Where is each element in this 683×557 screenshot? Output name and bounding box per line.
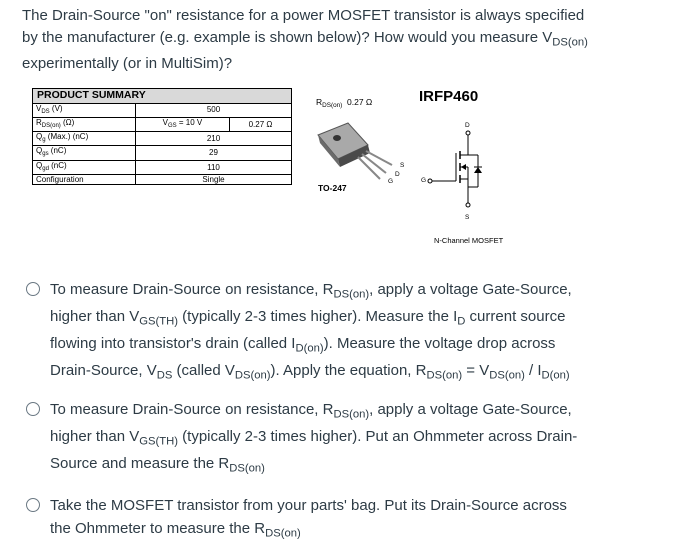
datasheet-figure [24, 85, 504, 245]
pkg-pin-s: S [400, 162, 405, 169]
table-row: $Q_{gs}$ (nC) 29 [33, 146, 292, 160]
pkg-pin-d: D [395, 171, 400, 178]
table-cell: 210 [136, 132, 292, 146]
question-line: The Drain-Source "on" resistance for a power MOSFET transistor is always specified [22, 7, 585, 24]
schematic-pin-d: D [465, 122, 470, 129]
table-cell: 29 [136, 146, 292, 160]
channel-label: N-Channel MOSFET [434, 236, 504, 245]
subscript: DS(on) [552, 35, 588, 48]
pkg-pin-g: G [388, 178, 394, 185]
schematic-pin-g: G [421, 177, 427, 184]
part-number: IRFP460 [419, 88, 479, 105]
radio-button[interactable] [26, 282, 40, 296]
rds-on-label: $R_{DS(on)}$ 0.27 Ω [316, 97, 373, 109]
schematic-pin-s: S [465, 214, 470, 221]
table-row: $V_{DS}$ (V) 500 [33, 103, 292, 117]
table-title: PRODUCT SUMMARY [33, 89, 292, 104]
table-cell: Single [136, 174, 292, 185]
table-cell: 0.27 Ω [229, 117, 291, 131]
table-row: Configuration Single [33, 174, 292, 185]
option-text: To measure Drain-Source on resistance, $R_{DS(on)}$, apply a voltage Gate-Source, higher than $V_{GS(TH)}$ (typically 2-3 times higher). Put an Ohmmeter across Drain- Source and measure the $R_{DS(on)}$ [50, 401, 578, 475]
package-label: TO-247 [318, 183, 347, 193]
radio-button[interactable] [26, 498, 40, 512]
radio-button[interactable] [26, 402, 40, 416]
table-cell: 110 [136, 160, 292, 174]
table-row: $Q_{gd}$ (nC) 110 [33, 160, 292, 174]
question-line: experimentally (or in MultiSim)? [22, 55, 233, 73]
table-row: $R_{DS(on)}$ (Ω) $V_{GS} = 10$ V 0.27 Ω [33, 117, 292, 131]
option-text: To measure Drain-Source on resistance, $R_{DS(on)}$, apply a voltage Gate-Source, higher than $V_{GS(TH)}$ (typically 2-3 times higher). Measure the $I_D$ current source flowing into transistor's drain (called $I_{D(on)}$). Measure the voltage drop across Drain-Source, $V_{DS}$ (called $V_{DS(on)}$). Apply the equation, $R_{DS(on)} = V_{DS(on)} / I_{D(on)}$ [50, 281, 572, 381]
option-text: Take the MOSFET transistor from your parts' bag. Put its Drain-Source across the Ohmmeter to measure the $R_{DS(on)}$ [50, 497, 567, 539]
product-summary-table [32, 88, 292, 185]
question-line: by the manufacturer (e.g. example is shown below)? How would you measure V [22, 28, 553, 46]
table-cell: 500 [136, 103, 292, 117]
question-text [22, 5, 662, 75]
mosfet-schematic-icon [422, 125, 502, 225]
table-row: $Q_g$ (Max.) (nC) 210 [33, 132, 292, 146]
